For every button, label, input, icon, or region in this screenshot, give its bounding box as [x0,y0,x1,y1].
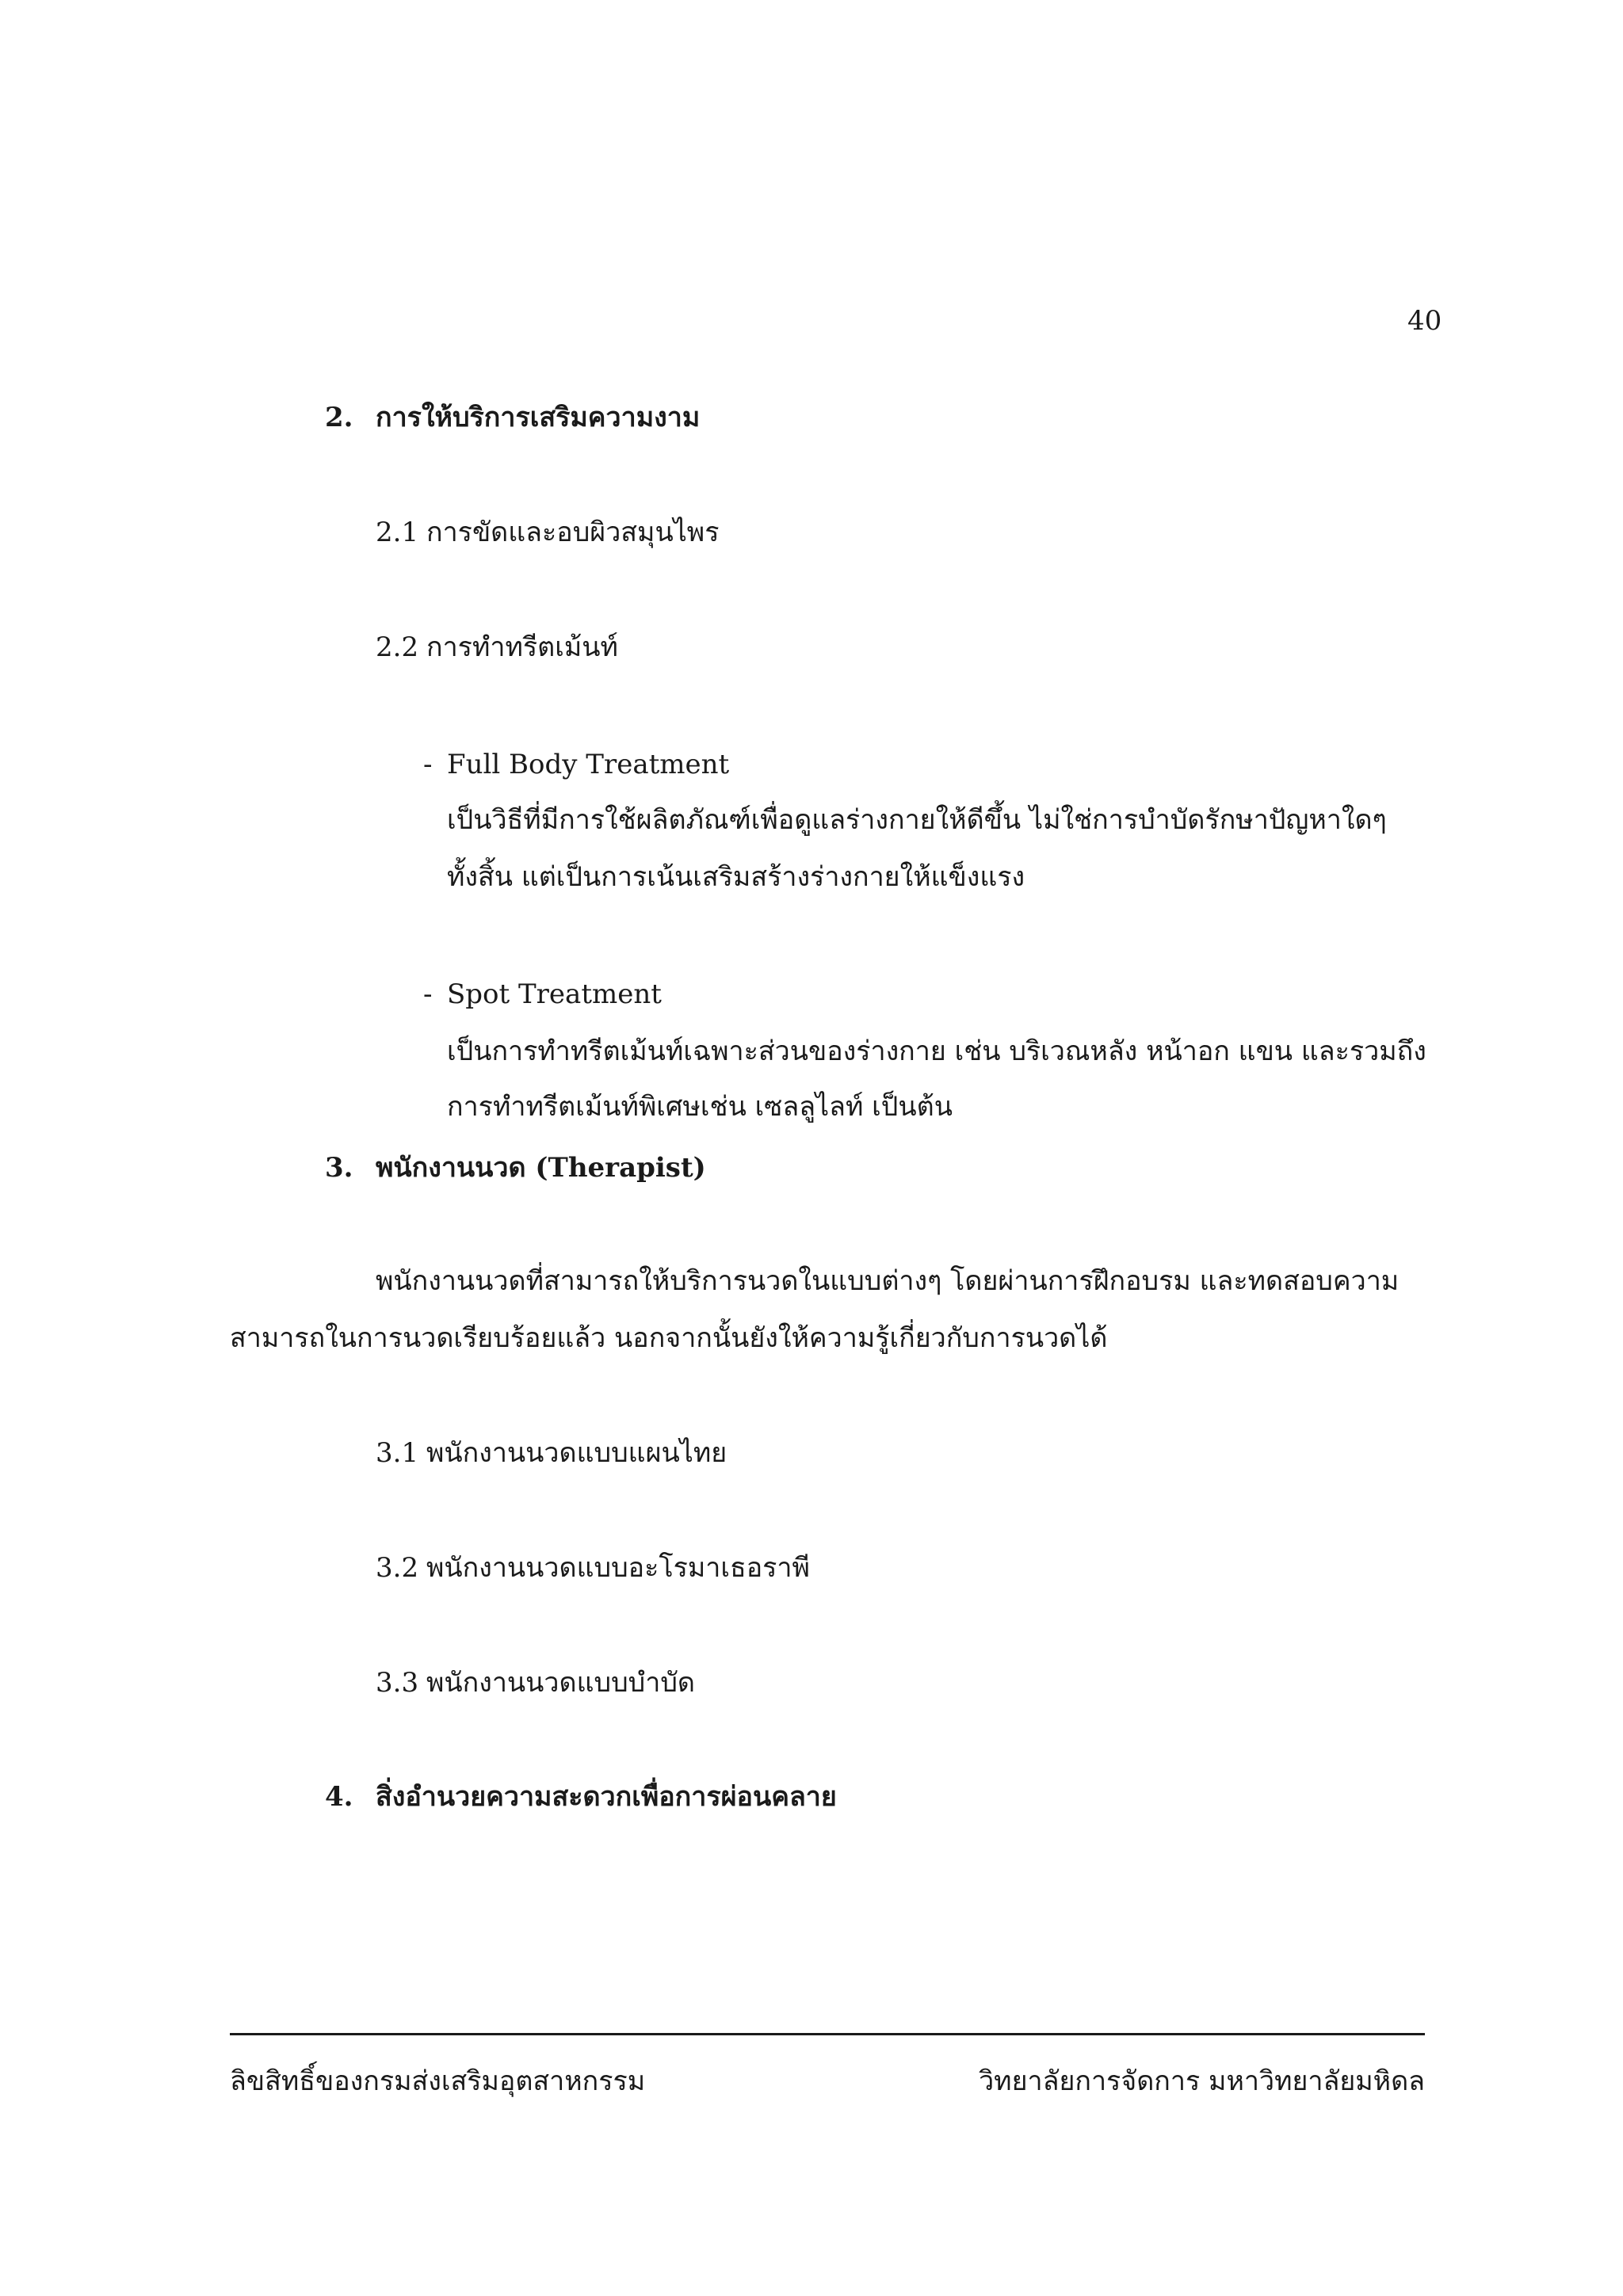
section-4-number: 4. [325,1781,353,1813]
list-item-3-3 [376,1667,696,1699]
treatment-spot-line-1: เป็นการทำทรีตเม้นท์เฉพาะส่วนของร่างกาย เช่น บริเวณหลัง หน้าอก แขน และรวมถึง [447,1035,1426,1067]
section-3-paragraph-line-1: พนักงานนวดที่สามารถให้บริการนวดในแบบต่างๆ โดยผ่านการฝึกอบรม และทดสอบความ [376,1265,1400,1297]
section-4-heading [325,1781,837,1813]
section-3-heading [325,1152,706,1184]
item-text: พนักงานนวดแบบอะโรมาเธอราพี [426,1552,810,1584]
treatment-full-body-title [423,751,729,778]
treatment-title: Full Body Treatment [447,749,730,780]
footer-copyright: ลิขสิทธิ์ของกรมส่งเสริมอุตสาหกรรม [230,2065,646,2097]
section-3-title: พนักงานนวด (Therapist) [376,1152,706,1184]
treatment-title: Spot Treatment [447,978,662,1010]
treatment-full-body-line-2: ทั้งสิ้น แต่เป็นการเน้นเสริมสร้างร่างกายให้แข็งแรง [447,861,1025,893]
section-4-title: สิ่งอำนวยความสะดวกเพื่อการผ่อนคลาย [376,1781,837,1813]
item-text: การขัดและอบผิวสมุนไพร [426,517,720,548]
treatment-spot-line-2: การทำทรีตเม้นท์พิเศษเช่น เซลลูไลท์ เป็นต้น [447,1091,953,1123]
list-item-2-2 [376,631,618,663]
item-number: 2.2 [376,631,419,663]
item-text: พนักงานนวดแบบบำบัด [426,1667,696,1699]
section-3-paragraph-line-2: สามารถในการนวดเรียบร้อยแล้ว นอกจากนั้นยังให้ความรู้เกี่ยวกับการนวดได้ [230,1322,1108,1354]
footer-institution: วิทยาลัยการจัดการ มหาวิทยาลัยมหิดล [979,2065,1425,2097]
item-number: 3.1 [376,1437,419,1469]
item-number: 3.3 [376,1667,419,1699]
item-text: พนักงานนวดแบบแผนไทย [426,1437,727,1469]
list-item-3-1 [376,1437,727,1469]
section-2-number: 2. [325,402,353,433]
treatment-spot-title [423,978,662,1010]
section-3-number: 3. [325,1152,353,1184]
section-2-title: การให้บริการเสริมความงาม [376,402,701,433]
bullet-dash: - [423,749,433,780]
treatment-full-body-line-1: เป็นวิธีที่มีการใช้ผลิตภัณฑ์เพื่อดูแลร่างกายให้ดีขึ้น ไม่ใช่การบำบัดรักษาปัญหาใดๆ [447,804,1387,836]
section-2-heading [325,404,700,431]
item-number: 3.2 [376,1552,419,1584]
item-text: การทำทรีตเม้นท์ [426,631,618,663]
item-number: 2.1 [376,517,419,548]
list-item-2-1 [376,519,719,546]
page-number: 40 [1407,305,1442,337]
footer-divider [230,2033,1425,2035]
bullet-dash: - [423,978,433,1010]
list-item-3-2 [376,1552,810,1584]
